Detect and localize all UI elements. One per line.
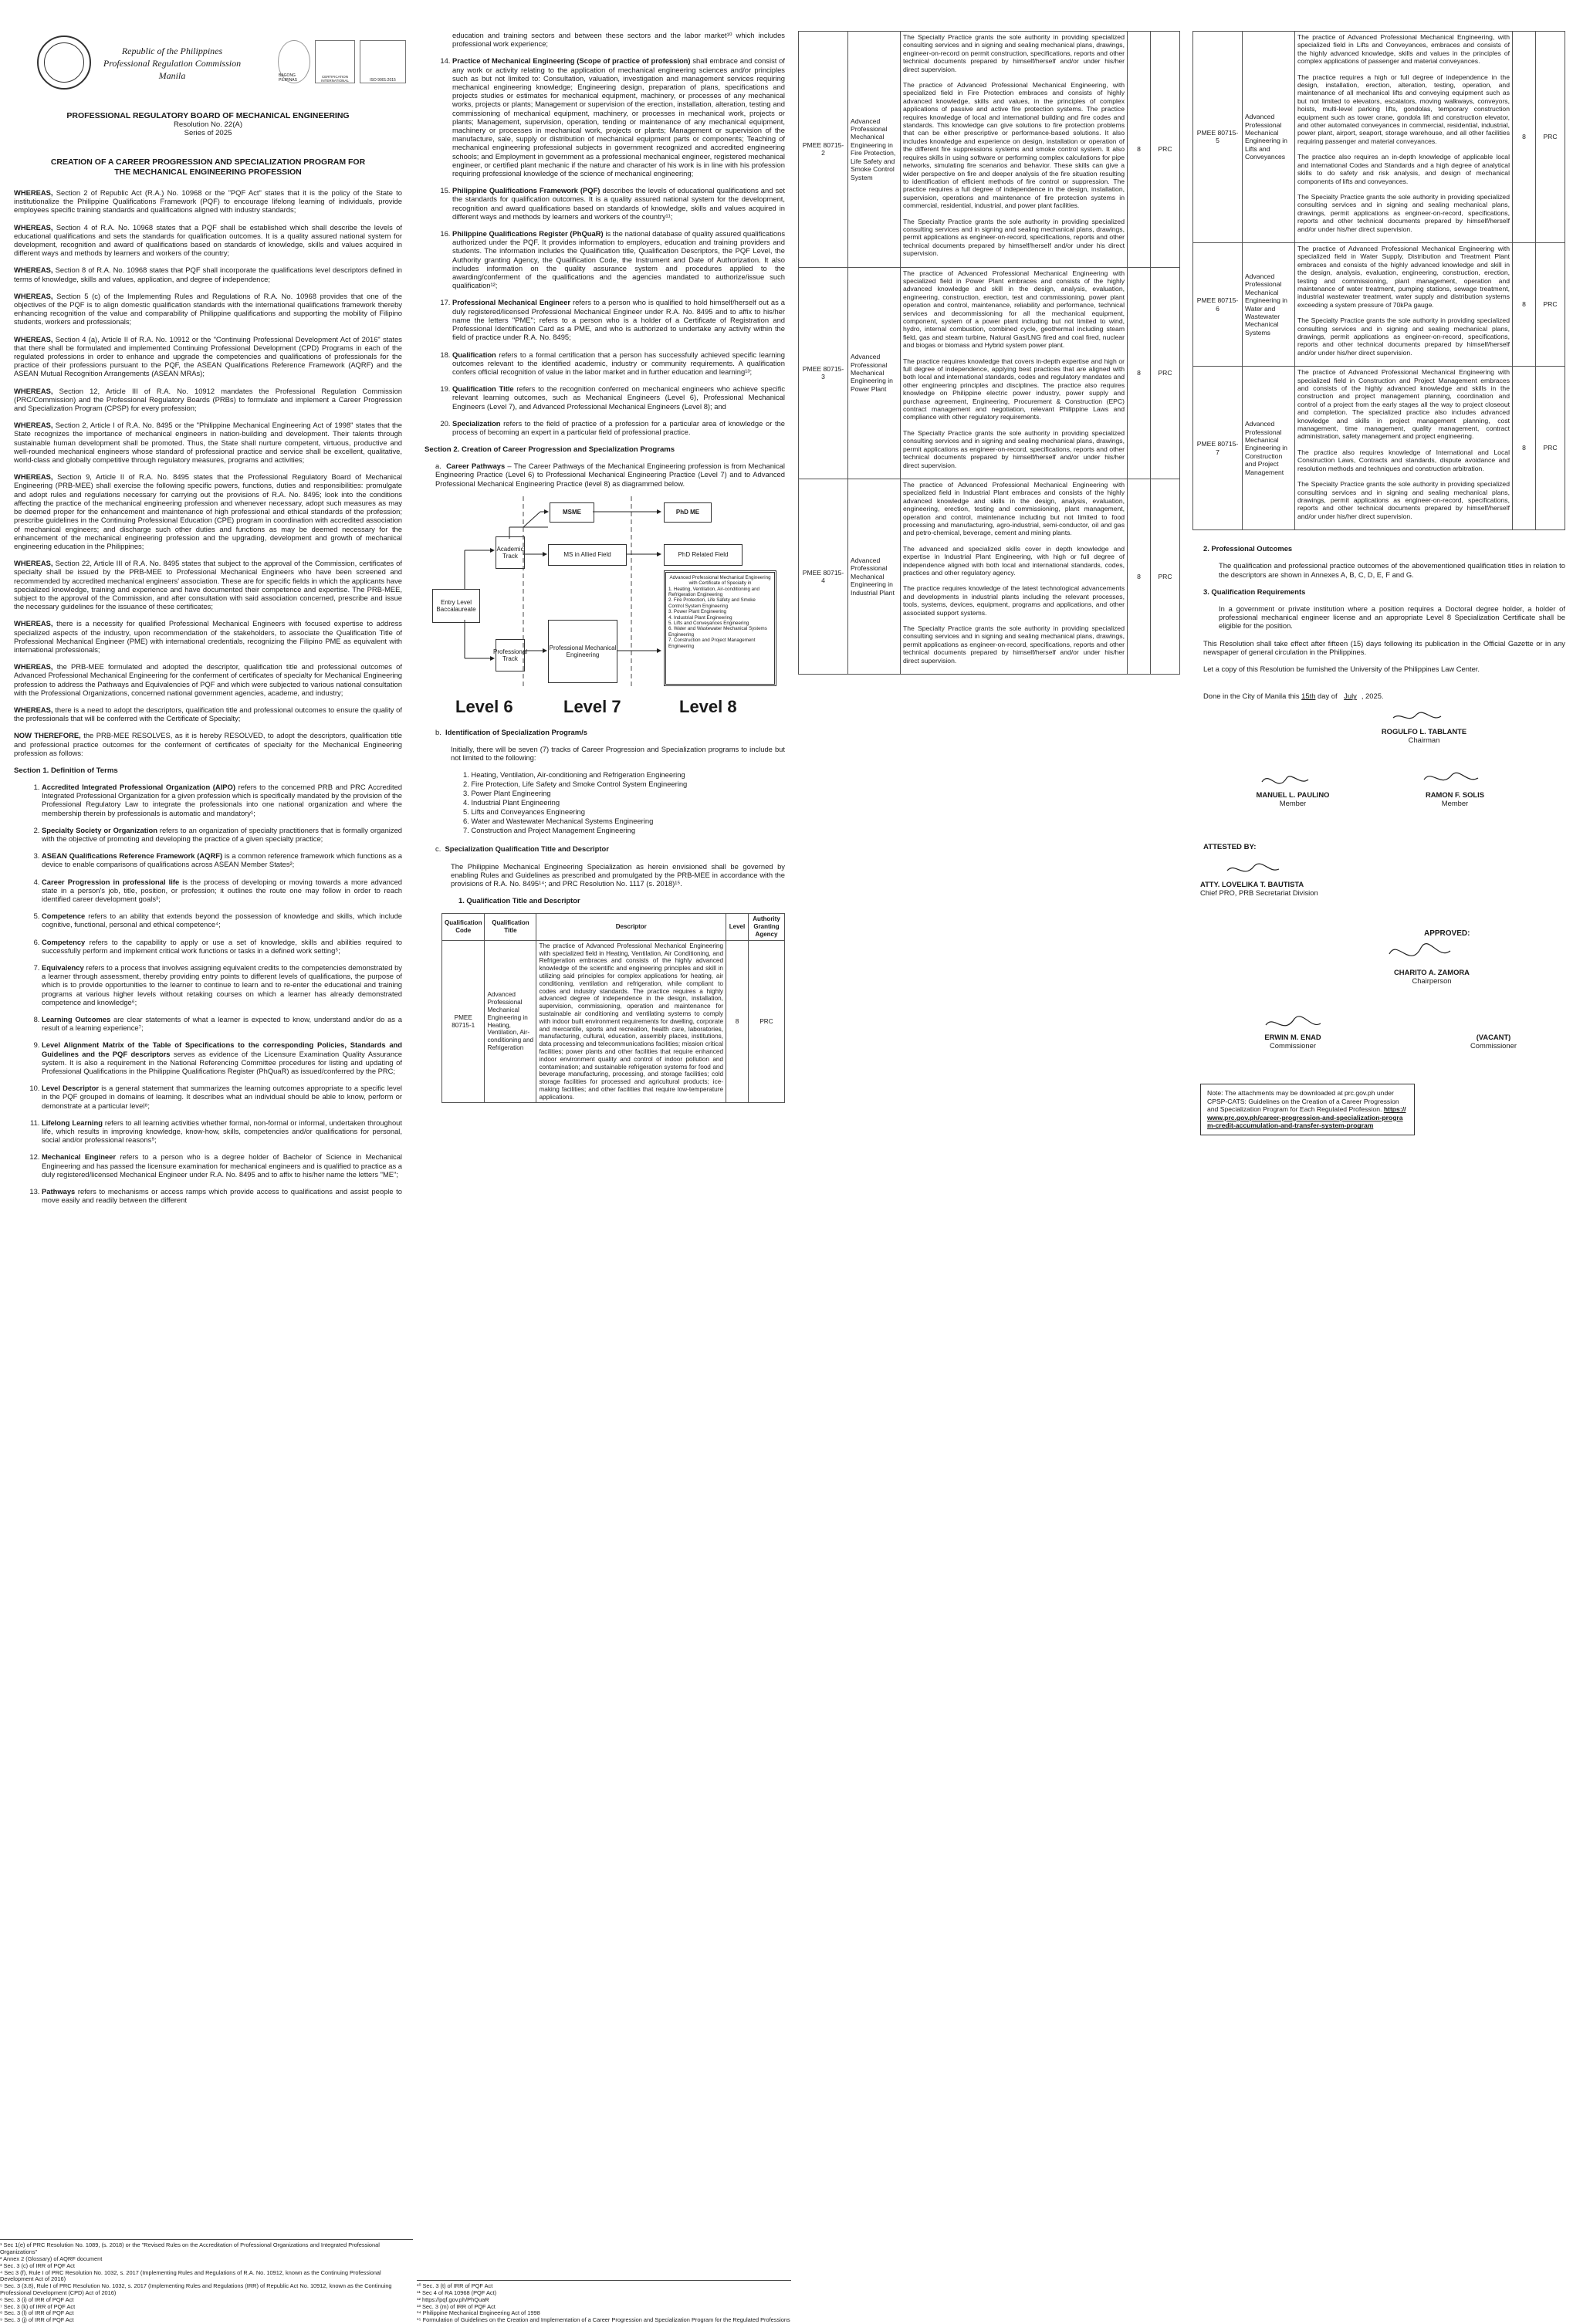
definition-item: 3. ASEAN Qualifications Reference Framework (AQRF) is a common reference framework which functions as a device to enable comparisons of qualifications across ASEAN Member States²; [42,851,402,868]
column-2 [417,0,791,2324]
professional-outcomes-text: The qualification and professional practice outcomes of the abovementioned qualification titles in relation to the descriptors are shown in Annexes A, B, C, D, E, F and G. [1219,561,1565,579]
descriptor-paragraph: The practice of Advanced Professional Mechanical Engineering with specialized field in Industrial Plant embraces and consists of the highly advanced knowledge and skills in the design, analysis, evaluation, engineering, erection, testing and commissioning, plant management, operation and control, maintenance including but not limited to food processing and manufacturing, agro-industrial, semi-conductor, oil and gas and petro-chemical, beverage, cement and mining plants. [903,480,1125,537]
granting-agency: PRC [1151,32,1180,268]
definition-item: 9. Level Alignment Matrix of the Table of Specifications to the corresponding Policies, Standards and Guidelines and the PQF descriptors serves as evidence of the Licensure Examination Quality Assurance system. It is also a requirement in the National Referencing Committee procedures for listing and updating of Professional Qualifications in the Philippine Qualifications Register (PhQuaR) as issued/conferred by the PRC; [42,1040,402,1075]
specialization-item: 3. Power Plant Engineering [463,789,551,798]
approved-label: APPROVED: [1424,929,1470,939]
advanced-pme-item: 3. Power Plant Engineering [668,609,726,615]
definition-item: 13. Pathways refers to mechanisms or access ramps which provide access to qualifications and assist people to move easily and readily between the different [42,1187,402,1204]
qualification-descriptor [1295,32,1513,243]
advanced-pme-items [668,587,772,649]
whereas-clause: WHEREAS, there is a need to adopt the descriptors, qualification title and professional outcomes to ensure the quality of the professionals that will be conferred with the Certificate of Specialty; [14,705,402,723]
section-2-heading: Section 2. Creation of Career Progression and Specialization Programs [425,445,675,455]
header-line-3: Manila [158,70,186,81]
definition-item: 15. Philippine Qualifications Framework (PQF) describes the levels of educational qualifications and set the standards for qualification outcomes. It is a quality assured national system for the development, recognition and award qualifications based on standards of knowledge, skills and values acquired in different ways and methods by learners and workers of the country¹¹; [452,186,785,221]
section-1-heading: Section 1. Definition of Terms [14,766,118,775]
whereas-clause: WHEREAS, Section 22, Article III of R.A. No. 8495 states that subject to the approval of the Commission, certificates of specialty shall be issued by the PRB-MEE to Professional Mechanical Engineers who have been screened and recommended by accredited mechanical engineers' association. These are for specific fields in which the applicants have specialized knowledge, training and experience and have documented their competence and expertise. The PRB-MEE, subject to the approval of the Commission, and after consultation with said association concerned, prescribe and issue the necessary guidelines for the issuance of these certificates; [14,559,402,611]
qualification-code: PMEE 80715-2 [799,32,848,268]
descriptor-paragraph: The practice of Advanced Professional Mechanical Engineering, with specialized field in Fire Protection embraces and consists of highly advanced knowledge, skills and values, in the principles of complex applications of passive and active fire protection systems. The practice requires knowledge of local and international building and fire codes and standards. This knowledge can give solutions to fire protection problems that can be either prescriptive or performance-based solutions. It also includes knowledge and experience on design, installation or operation of the different fire suppressions systems and smoke control system. It also requires skills in using software or performing complex calculations for pipe networks, simulating fire scenarios and behavior. These skills can give a wider perspective on fire and deeper analysis of the fire situation resulting to identification of efficient methods of fire control or suppression. The practice requires a full degree of independence in the design, installation, supervision, operations and maintenance of fire protection systems in commercial, residential, industrial, and power plant facilities. [903,81,1125,210]
descriptor-paragraph: The Specialty Practice grants the sole authority in providing specialized consulting services and in signing and sealing mechanical plans, drawings, engineer-on-record on permit construction, specifications, reports and other technical documents prepared by himself/herself and/or under his/her direct supervision. [903,33,1125,73]
whereas-clause: WHEREAS, Section 5 (c) of the Implementing Rules and Regulations of R.A. No. 10968 provides that one of the objectives of the PQF is to align domestic qualification standards with the international qualifications framework thereby enhancing recognition of the value and comparability of Philippine qualifications and supporting the mobility of Filipino students, workers and professionals; [14,291,402,326]
specialization-title-text: The Philippine Mechanical Engineering Specialization as herein envisioned shall be governed by enabling Rules and Guidelines as prescribed and promulgated by the PRB-MEE in accordance with the provisions of R.A. No. 8495¹⁴; and PRC Resolution No. 1117 (s. 2018)¹⁵. [451,861,785,888]
qualification-table-part-3 [1192,31,1565,530]
qualification-title: Advanced Professional Mechanical Engineering in Heating, Ventilation, Air-conditioning and Refrigeration [485,940,536,1103]
specialization-item: 7. Construction and Project Management Engineering [463,826,636,835]
qualification-level: 8 [1513,242,1536,366]
descriptor-paragraph: The practice requires knowledge of the latest technological advancements and developments in industrial plants including the relevant processes, tools, systems, devices, equipment, programs and applications, and other associated support systems. [903,584,1125,617]
iso-cert-logo: CERTIFICATION INTERNATIONAL [315,40,355,83]
descriptor-paragraph: The practice also requires knowledge of International and Local Construction Laws, Contracts and standards, dispute avoidance and resolution methods and techniques and construction arbitration. [1297,448,1510,472]
qualification-title: Advanced Professional Mechanical Engineering in Construction and Project Management [1243,367,1295,530]
column-4 [1185,0,1573,2324]
qualification-requirements-heading: 3. Qualification Requirements [1203,587,1306,596]
qualification-level: 8 [1128,267,1151,479]
advanced-pme-item: 4. Industrial Plant Engineering [668,614,732,621]
specialization-item: 4. Industrial Plant Engineering [463,798,560,807]
descriptor-paragraph: The practice of Advanced Professional Mechanical Engineering, with specialized field in Lifts and Conveyances, embraces and consists of the highly advanced knowledge, skills and values in the principles of complex applications of passenger and material conveyances. [1297,33,1510,66]
phd-related-box: PhD Related Field [664,544,743,566]
qualification-title: Advanced Professional Mechanical Engineering in Fire Protection, Life Safety and Smoke Control System [848,32,901,268]
qualification-descriptor: The practice of Advanced Professional Mechanical Engineering with specialized field in Heating, Ventilation, Air Conditioning, and Refrigeration embraces and consists of the highly advanced knowledge of the scientific and engineering principles and skill in utilizing said principles for complex applications for heating, air conditioning, ventilation and refrigeration, while compliant to codes and industry standards. The practice requires a highly advanced degree of independence in the design, installation, supervision, commissioning, operation and maintenance for sustainable air conditioning and ventilating systems to comply with indoor built environment requirements for dwelling, corporate and mercantile, sports and recreation, health care, laboratories, manufacturing, cultural, education, assembly places, institutions, data processing and telecommunications facilities; mission critical facilities; power plants and other facilities that require enhanced indoor environment quality and control of indoor pollution and contamination; and sustainable refrigeration systems for food and beverage manufacturing, processing, and storage facilities; cold storage facilities for processed and agricultural products; ice-making facilities; and other facilities that require low-temperature applications. [536,940,726,1103]
granting-agency: PRC [1151,267,1180,479]
board-name: PROFESSIONAL REGULATORY BOARD OF MECHANICAL ENGINEERING [66,111,350,120]
definition-item: 10. Level Descriptor is a general statement that summarizes the learning outcomes appropriate to a specific level in the PQF grouped in domains of learning. It describes what an individual should be able to know, perform or demonstrate at a particular level⁸; [42,1084,402,1110]
definition-item: 18. Qualification refers to a formal certification that a person has successfully achieved specific learning outcomes relevant to the identified academic, industry or community requirements. A qualification confers official recognition of value in the labor market and in further education and learning¹³; [452,350,785,377]
specialization-item: 5. Lifts and Conveyances Engineering [463,807,585,817]
advanced-pme-item: 7. Construction and Project Management Engineering [668,638,756,649]
done-month: July [1344,692,1357,701]
msme-box: MSME [550,502,594,523]
definition-item: 7. Equivalency refers to a process that involves assigning equivalent credits to the competencies demonstrated by a learner through assessment, thereby providing entry points to different levels of qualifications, the purpose of which is to provide opportunities to the learner to continue to learn and to re-enter the educational and training programs at various higher levels without retaking courses on which a learner has already demonstrated competence and knowledge⁶; [42,963,402,1006]
qualification-table-part-2 [798,31,1180,675]
advanced-pme-item: 5. Lifts and Conveyances Engineering [668,620,749,626]
definition-item: 19. Qualification Title refers to the recognition conferred on mechanical engineers who achieve specific relevant learning outcomes, such as Mechanical Engineers (Level 6), Professional Mechanical Engineers (Level 7), and Advanced Professional Mechanical Engineers (Level 8); and [452,384,785,411]
qualification-descriptor [901,32,1128,268]
footnotes-page-1 [0,2239,413,2324]
qualification-level: 8 [1128,479,1151,674]
definition-item: 5. Competence refers to an ability that extends beyond the possession of knowledge and skills, which include cognitive, functional, personal and ethical competence⁴; [42,912,402,929]
member-signatory-2: RAMON F. SOLIS Member [1425,790,1485,808]
qualification-requirements-text: In a government or private institution where a position requires a Doctoral degree holder, a holder of professional mechanical engineer license and an appropriate Level 8 Specialization Certificate shall be eligible for the position. [1219,604,1565,631]
entry-level-box: Entry Level Baccalaureate [432,589,480,623]
professional-outcomes-heading: 2. Professional Outcomes [1203,544,1293,553]
definitions-list-part-2 [425,56,785,436]
table-row [1193,367,1565,530]
qualification-title: Advanced Professional Mechanical Engineering in Industrial Plant [848,479,901,674]
granting-agency: PRC [1151,479,1180,674]
qualification-title: Advanced Professional Mechanical Engineering in Lifts and Conveyances [1243,32,1295,243]
chairman-signatory: ROGULFO L. TABLANTE Chairman [1381,727,1467,745]
qualification-code: PMEE 80715-4 [799,479,848,674]
qualification-table-part-1 [441,913,785,1103]
header-line-2: Professional Regulation Commission [103,58,242,69]
table-row [1193,242,1565,366]
whereas-clause: WHEREAS, Section 12, Article III of R.A. No. 10912 mandates the Professional Regulation Commission (PRC/Commission) and the Professional Regulatory Boards (PRBs) to formulate and implement a Career Progression and Specialization Program (CPSP) for every profession; [14,386,402,413]
qualification-table-wrap [425,913,785,1103]
table-row [442,940,785,1103]
descriptor-paragraph: The practice also requires an in-depth knowledge of applicable local and international Codes and Standards and a high degree of analytical skills to do safety and risk analysis, and design of mechanical components of lifts and conveyances. [1297,153,1510,185]
qualification-level: 8 [726,940,749,1103]
definitions-list-part-1 [14,783,402,1205]
footnotes-page-2 [417,2280,791,2324]
academic-track-box: Academic Track [496,536,525,569]
certification-logos [278,40,409,86]
definition-item: 8. Learning Outcomes are clear statements of what a learner is expected to know, understand and/or do as a result of a learning experience⁷; [42,1015,402,1032]
qualification-code: PMEE 80715-5 [1193,32,1243,243]
footnote: ⁷ Sec. 3 (k) of IRR of PQF Act [0,2302,76,2310]
attachments-link[interactable]: https://www.prc.gov.ph/career-progression-and-specialization-program-credit-accumulation-and-transfer-system-program [1207,1105,1406,1130]
definition-item: 16. Philippine Qualifications Register (PhQuaR) is the national database of quality assured qualifications authorized under the PQF. It provides information to employers, education and training providers and students. The information includes the Qualification title, Qualification Descriptors, the PQF Level, the Authority granting Agency, the Qualification Code, the Instrument and Date of Authorization. It also includes information on the quality assurance system and procedures applied to the awarding/conferment of the qualifications and the agencies mandated to authorize/issue such qualification¹²; [452,229,785,289]
attesting-signatory: ATTY. LOVELIKA T. BAUTISTA Chief PRO, PRB Secretariat Division [1200,880,1318,898]
qualification-code: PMEE 80715-3 [799,267,848,479]
column-3 [795,0,1185,2324]
qualification-descriptor [901,479,1128,674]
footnote: ² Annex 2 (Glossary) of AQRF document [0,2255,103,2263]
col-header-level: Level [726,914,749,940]
footnote: ⁴ Sec 3 (f), Rule I of PRC Resolution No. 1032, s. 2017 (Implementing Rules and Regulations of R.A. No. 10912, known as the Continuing Professional Development Act of 2016) [0,2268,381,2283]
qualification-code: PMEE 80715-6 [1193,242,1243,366]
whereas-clause: WHEREAS, Section 9, Article II of R.A. No. 8495 states that the Professional Regulatory Board of Mechanical Engineering (PRB-MEE) shall exercise the following specific powers, functions, duties and responsibilities: promulgate and adopt rules and regulations necessary for carrying out the provisions of R.A. No. 8495; look into the conditions affecting the practice of the mechanical engineering profession and whenever necessary, adopt such measures as may be deemed proper for the enhancement and maintenance of high professional and ethical standards of the profession; prescribe guidelines in the Continuing Professional Education (CPE) program in coordination with accredited association of mechanical engineers; and discharge such other duties and functions as may be deemed necessary for the enhancement of the mechanical engineering profession and the upgrading, development and growth of mechanical engineering education in the Philippines; [14,472,402,550]
career-pathways-paragraph: a. Career Pathways – The Career Pathways of the Mechanical Engineering profession is from Mechanical Engineering Practice (Level 6) to Professional Mechanical Engineering Practice (Level 7) and to Advanced Professional Mechanical Engineering Practice (level 8) as diagrammed below. [435,462,785,488]
footnote: ¹³ Sec. 3 (m) of IRR of PQF Act [417,2302,496,2310]
effectivity-clause: This Resolution shall take effect after fifteen (15) days following its publication in the Official Gazette or in any newspaper of general circulation in the Philippines. [1203,638,1565,656]
whereas-clause: WHEREAS, Section 4 (a), Article II of R.A. No. 10912 or the "Continuing Professional Development Act of 2016" states that there shall be formulated and implemented Continuing Professional Development (CPD) Programs in each of the regulated professions in order to enhance and upgrade the competencies and qualifications of professionals for the practice of their professions pursuant to the PQF, the ASEAN Qualifications Reference Framework (AQRF) and the ASEAN Mutual Recognition Arrangements (ASEAN MRAs); [14,334,402,378]
qualification-level: 8 [1513,32,1536,243]
resolution-series: Series of 2025 [184,129,232,137]
qualification-title: Advanced Professional Mechanical Engineering in Power Plant [848,267,901,479]
professional-track-box: Professional Track [496,639,525,671]
granting-agency: PRC [1536,242,1565,366]
footnote: ¹ Sec 1(e) of PRC Resolution No. 1089, (s. 2018) or the "Revised Rules on the Accreditation of Professional Organizations and Integrated Professional Organizations" [0,2241,380,2256]
whereas-clause: WHEREAS, Section 2, Article I of R.A. No. 8495 or the "Philippine Mechanical Engineering Act of 1998" states that the State recognizes the importance of mechanical engineers in nation-building and development. Their talents through sustainable human development shall be promoted. Thus, the State shall nurture competent, virtuous, productive and well-rounded mechanical engineers whose standard of professional practice and service shall be excellent, qualitative, world-class and globally competitive through regulatory measures, programs and activities; [14,421,402,465]
footnote: ⁸ Sec. 3 (l) of IRR of PQF Act [0,2309,74,2317]
whereas-clause: WHEREAS, Section 2 of Republic Act (R.A.) No. 10968 or the "PQF Act" states that it is the policy of the State to institutionalize the Philippine Qualifications Framework (PQF) to encourage lifelong learning of individuals, provide employees specific training standards and qualifications aligned with industry standards; [14,188,402,215]
granting-agency: PRC [1536,32,1565,243]
specialization-list [425,770,785,835]
descriptor-paragraph: The advanced and specialized skills cover in depth knowledge and expertise in Industrial Plant Engineering, with high or full degree of independence aligned with both local and international standards, codes, practices and other regulatory agency. [903,544,1125,577]
granting-agency: PRC [1536,367,1565,530]
phd-me-box: PhD ME [664,502,712,523]
member-signatory-1: MANUEL L. PAULINO Member [1256,790,1330,808]
descriptor-paragraph: The Specialty Practice grants the sole authority in providing specialized consulting services and in signing and sealing mechanical plans, drawings, permit applications as engineer-on-record, specifications, reports and other technical documents prepared by himself/herself and/or under his/her direct supervision. [1297,480,1510,520]
resolution-title: CREATION OF A CAREER PROGRESSION AND SPECIALIZATION PROGRAM FOR THE MECHANICAL ENGINEERING PROFESSION [50,157,366,177]
qualification-level: 8 [1513,367,1536,530]
descriptor-paragraph: The Specialty Practice grants the sole authority in providing specialized consulting services and in signing and sealing mechanical plans, drawings, permit applications as engineer-on-record, specifications, reports and other technical documents prepared by himself/herself and/or under his/her direct supervision. [903,624,1125,665]
copy-furnished-clause: Let a copy of this Resolution be furnished the University of the Philippines Law Center. [1203,664,1480,673]
col-header-code: Qualification Code [442,914,485,940]
footnote: ⁶ Sec. 3 (i) of IRR of PQF Act [0,2295,74,2303]
descriptor-paragraph: The practice of Advanced Professional Mechanical Engineering with specialized field in Power Plant embraces and consists of the highly advanced knowledge and skill in the design, analysis, evaluation, engineering, construction, erection, test and commissioning, power plant operation and control, maintenance, reliability and performance, technical services and decommissioning for all the mechanical equipment, component, system of a power plant including but not limited to wind, hydro, internal combustion, combined cycle, geothermal including steam field, gas and steam turbine, Natural Gas/LNG fired and coal fired, nuclear and biogas or biomass and Hybrid system power plant. [903,269,1125,350]
footnote: ¹⁰ Sec. 3 (t) of IRR of PQF Act [417,2282,493,2290]
ms-allied-box: MS in Allied Field [548,544,627,566]
qualification-code: PMEE 80715-1 [442,940,485,1103]
descriptor-paragraph: The Specialty Practice grants the sole authority in providing specialized consulting services and in signing and sealing mechanical plans, drawings, permit applications as engineer-on-record, specifications, reports and other technical documents prepared by himself/herself and/or under his direct supervision. [903,217,1125,258]
qualification-code: PMEE 80715-7 [1193,367,1243,530]
footnote: ⁹ Sec. 3 (j) of IRR of PQF Act [0,2316,74,2324]
advanced-pme-item: 1. Heating, Ventilation, Air-conditioning and Refrigeration Engineering [668,586,759,597]
specialization-title-heading: c. Specialization Qualification Title and Descriptor [435,844,609,854]
advanced-pme-box [664,570,776,686]
whereas-clause: WHEREAS, Section 4 of R.A. No. 10968 states that a PQF shall be established which shall describe the levels of educational qualifications and sets the standards for qualification outcomes. It is a quality assured national system for development, recognition and award of qualifications based on standards of knowledge, skills and values acquired in different ways and methods by learners and workers of the country; [14,222,402,258]
signature-block [1192,709,1565,1203]
done-in-manila: Done in the City of Manila this 15th day of July , 2025. [1203,692,1384,701]
definition-item: 2. Specialty Society or Organization refers to an organization of specialty practitioners that is formally organized with the objective of promoting and developing the practice of a given specialty practice; [42,826,402,843]
footnote: ¹⁴ Philippine Mechanical Engineering Act of 1998 [417,2309,540,2317]
commissioner-signatory-1: ERWIN M. ENAD Commissioner [1264,1033,1321,1050]
specialization-item: 2. Fire Protection, Life Safety and Smoke Control System Engineering [463,780,688,789]
whereas-clause: NOW THEREFORE, the PRB-MEE RESOLVES, as it is hereby RESOLVED, to adopt the descriptors, qualification title and professional practice outcomes for the conferment of certificates of specialty for the Mechanical Engineering profession as follows: [14,731,402,757]
level-labels [425,697,785,720]
prc-chairperson-signatory: CHARITO A. ZAMORA Chairperson [1394,968,1470,986]
header-line-1: Republic of the Philippines [121,46,223,56]
col-header-descriptor: Descriptor [536,914,726,940]
attested-by-label: ATTESTED BY: [1203,843,1257,852]
advanced-pme-title: Advanced Professional Mechanical Engineering with Certificate of Specialty in [669,574,771,587]
descriptor-paragraph: The Specialty Practice grants the sole authority in providing specialized consulting services and in signing and sealing mechanical plans, drawings, permit applications as engineer-on-record, specifications, reports and other technical documents prepared by himself/herself and/or under his/her direct supervision. [1297,192,1510,233]
specialization-item: 1. Heating, Ventilation, Air-conditioning and Refrigeration Engineering [463,770,685,780]
agency-header [91,45,253,82]
table-row [1193,32,1565,243]
footnote: ¹² https://pqf.gov.ph/PhQuaR [417,2295,489,2303]
footnote: ¹¹ Sec 4 of RA 10968 (PQF Act) [417,2289,497,2297]
col-header-agency: Authority Granting Agency [749,914,785,940]
col-header-title: Qualification Title [485,914,536,940]
footnote: ⁵ Sec. 3 (3.8), Rule I of PRC Resolution No. 1032, s. 2017 (Implementing Rules and Regulations (IRR) of Republic Act No. 10912, known as the Continuing Professional Development (CPD) Act of 2016) [0,2282,392,2297]
footnote: ¹⁵ Formulation of Guidelines on the Creation and Implementation of a Career Progression and Specialization Program for the Regulated Professions [417,2316,790,2324]
definition-item: 4. Career Progression in professional life is the process of developing or moving towards a more advanced state in a person's job, title, position, or profession; it outlines the route one may follow in order to reach identified career development goals³; [42,878,402,904]
level-7-label: Level 7 [563,696,621,716]
pme-box: Professional Mechanical Engineering [548,620,617,683]
descriptor-paragraph: The Specialty Practice grants the sole authority in providing specialized consulting services and in signing and sealing mechanical plans, drawings, permit applications as engineer-on-record, specifications, reports and other technical documents prepared by himself/herself and/or under his/her direct supervision. [1297,316,1510,357]
descriptor-paragraph: The practice requires a high or full degree of independence in the design, installation, erection, alteration, testing, operation, and maintenance of all mechanical lifts and conveying equipment such as but not limited to elevators, escalators, moving walkways, conveyors, hoists, multi-level parking lifts, gondolas, temporary construction equipment such as tower crane, gondola lift and construction elevator, and other automated conveyances in commercial, residential, industrial, power plant, airport, seaport, storage warehouse, and all other facilities requiring passenger and material conveyances. [1297,73,1510,145]
descriptor-paragraph: The practice of Advanced Professional Mechanical Engineering with specialized field in Construction and Project Management embraces and consists of the highly advanced knowledge and skills in the construction and project management planning, coordination and control of a project from the early stages all the way to project closeout and completion. The specialized practice also includes advanced knowledge and skills in project management planning, cost management, time management, quality management, contract administration, safety management and project engineering. [1297,368,1510,441]
definition-item: 12. Mechanical Engineer refers to a person who is a degree holder of Bachelor of Science in Mechanical Engineering and has passed the licensure examination for mechanical engineers and is qualified to practice as a duly registered/licensed Mechanical Engineer under R.A. No. 8495 and to affix to his/her name the letters "ME"; [42,1152,402,1179]
whereas-clause: WHEREAS, there is a necessity for qualified Professional Mechanical Engineers with focused expertise to address specialized aspects of the industry, upon recommendation of the stakeholders, to associate the Qualification Title of Professional Mechanical Engineer (PME) with international credentials, recognizing the Filipino PME as equivalent with international professionals; [14,619,402,654]
bagong-pilipinas-logo: BAGONG PILIPINAS [278,40,310,83]
definition-item: 20. Specialization refers to the field of practice of a profession for a particular area of knowledge or the process of becoming an expert in a particular field of professional practice. [452,419,785,436]
table-row [799,32,1180,268]
closing-section [1192,544,1565,700]
descriptor-paragraph: The Specialty Practice grants the sole authority in providing specialized consulting services and in signing and sealing mechanical plans, drawings, permit applications as engineer-on-record, specifications, reports and other technical documents prepared by himself/herself and/or under his/her direct supervision. [903,428,1125,469]
whereas-clauses [14,188,402,757]
resolution-number: Resolution No. 22(A) [173,120,243,129]
whereas-clause: WHEREAS, the PRB-MEE formulated and adopted the descriptor, qualification title and professional outcomes of Advanced Professional Mechanical Engineering for the conferment of certificates of specialty for Mechanical Engineering profession to address the Pathways and Equivalencies of PQF and which were subjected to various national consultation with the Professional Organizations, concerned national government agencies, academe, and industry; [14,662,402,697]
definition-item: 14. Practice of Mechanical Engineering (Scope of practice of profession) shall embrace and consist of any work or activity relating to the application of mechanical engineering sciences and/or principles such as but not limited to: Consultation, valuation, investigation and management services requiring mechanical engineering knowledge; Engineering design, preparation of plans, specifications and projects studies or estimates for mechanical equipment, machinery, or processes of any mechanical works, projects or plants; Management or supervision of the erection, installation, alteration, testing and commissioning of mechanical equipment, machinery, or processes in mechanical work, projects or plants; Management, supervision, operation, tending or maintenance of any mechanical equipment, machinery or processes in mechanical work, projects or plants; Management or supervision of the manufacture, sale, supply or distribution of mechanical equipment parts or components; Teaching of mechanical engineering professional subjects in government recognized and accredited engineering schools; and Employment in government as a professional mechanical engineer, registered mechanical engineer, or certified plant mechanic if the nature and character of his work is in line with his profession requiring professional knowledge of the science of mechanical engineering; [452,56,785,178]
table-row [799,479,1180,674]
qualification-level: 8 [1128,32,1151,268]
qualification-title: Advanced Professional Mechanical Engineering in Water and Wastewater Mechanical Systems [1243,242,1295,366]
footnote: ³ Sec. 3 (c) of IRR of PQF Act [0,2261,75,2269]
qualification-descriptor [1295,242,1513,366]
definition-item: 1. Accredited Integrated Professional Organization (AIPO) refers to the concerned PRB and PRC Accredited Integrated Professional Organization for a given profession which is specifically mandated by the provision of the Professional Regulatory Law to integrate the professionals into one national organization and where the membership therein by professionals is automatic and mandatory¹; [42,783,402,817]
specialization-item: 6. Water and Wastewater Mechanical Systems Engineering [463,817,654,826]
advanced-pme-item: 6. Water and Wastewater Mechanical Systems Engineering [668,626,767,638]
done-day: 15th [1301,692,1316,701]
qualification-title-heading: 1. Qualification Title and Descriptor [458,896,580,905]
definition-13-continued: education and training sectors and between these sectors and the labor market¹⁰ which includes professional work experience; [452,31,785,49]
definition-item: 6. Competency refers to the capability to apply or use a set of knowledge, skills and abilities required to successfully perform and implement critical work functions or tasks in a defined work setting⁵; [42,938,402,955]
qualification-descriptor [1295,367,1513,530]
whereas-clause: WHEREAS, Section 8 of R.A. No. 10968 states that PQF shall incorporate the qualifications level descriptors defined in terms of knowledge, skills and values, application, and degree of independence; [14,266,402,283]
advanced-pme-item: 2. Fire Protection, Life Safety and Smoke Control System Engineering [668,597,756,609]
iab-logo: ISO 9001:2015 [360,40,406,83]
table-row [799,267,1180,479]
descriptor-paragraph: The practice requires knowledge that covers in-depth expertise and high or full degree of independence, applying best practices that are aligned with both local and international standards, codes and regulatory mandates and other engineering principles and disciplines. The practice also requires knowledge on Philippine electric power industry, power supply and purchase agreement, Engineering, Procurement & Construction (EPC) contract management and negotiation, relevant Philippine Laws and compliance with other regulatory requirements. [903,357,1125,421]
column-1 [0,0,413,2324]
prc-seal-icon [37,36,91,90]
commissioner-signatory-2: (VACANT) Commissioner [1470,1033,1517,1050]
level-8-label: Level 8 [679,696,737,716]
definition-item: 17. Professional Mechanical Engineer refers to a person who is qualified to hold himself/herself out as a duly registered/licensed Professional Mechanical Engineer under R.A. No. 8495 and to affix to his/her name the letters "PME"; refers to a person who is a holder of a Certificate of Registration and Professional Identification Card as a PME, and who is authorized to undertake any activity within the field of practice under R.A. No. 8495; [452,298,785,341]
identification-text: Initially, there will be seven (7) tracks of Career Progression and Specialization programs to include but not limited to the following: [451,744,785,763]
granting-agency: PRC [749,940,785,1103]
career-pathway-diagram [432,496,787,689]
level-6-label: Level 6 [455,696,513,716]
identification-heading: b. Identification of Specialization Program/s [435,727,587,736]
attachments-note: Note: The attachments may be downloaded at prc.gov.ph under CPSP-CATS: Guidelines on the Creation of a Career Progression and Specialization Program for Each Regulated Profession. https://www.prc.gov.ph/career-progression-and-specialization-program-credit-accumulation-and-transfer-system-program [1200,1084,1415,1135]
descriptor-paragraph: The practice of Advanced Professional Mechanical Engineering with specialized field in Water Supply, Distribution and Treatment Plant embraces and consists of the highly advanced knowledge and skill in the design, analysis, evaluation, engineering, construction, erection, testing and commissioning, plant management, operation and maintenance of water treatment, pumping stations, sewage treatment, industrial wastewater treatment, water supply and distribution systems exceeding a system pressure of 70kPa gauge. [1297,244,1510,309]
qualification-descriptor [901,267,1128,479]
definition-item: 11. Lifelong Learning refers to all learning activities whether formal, non-formal or informal, undertaken throughout life, which results in improving knowledge, know-how, skills, competencies and/or qualifications for personal, social and/or professional reasons⁹; [42,1118,402,1145]
